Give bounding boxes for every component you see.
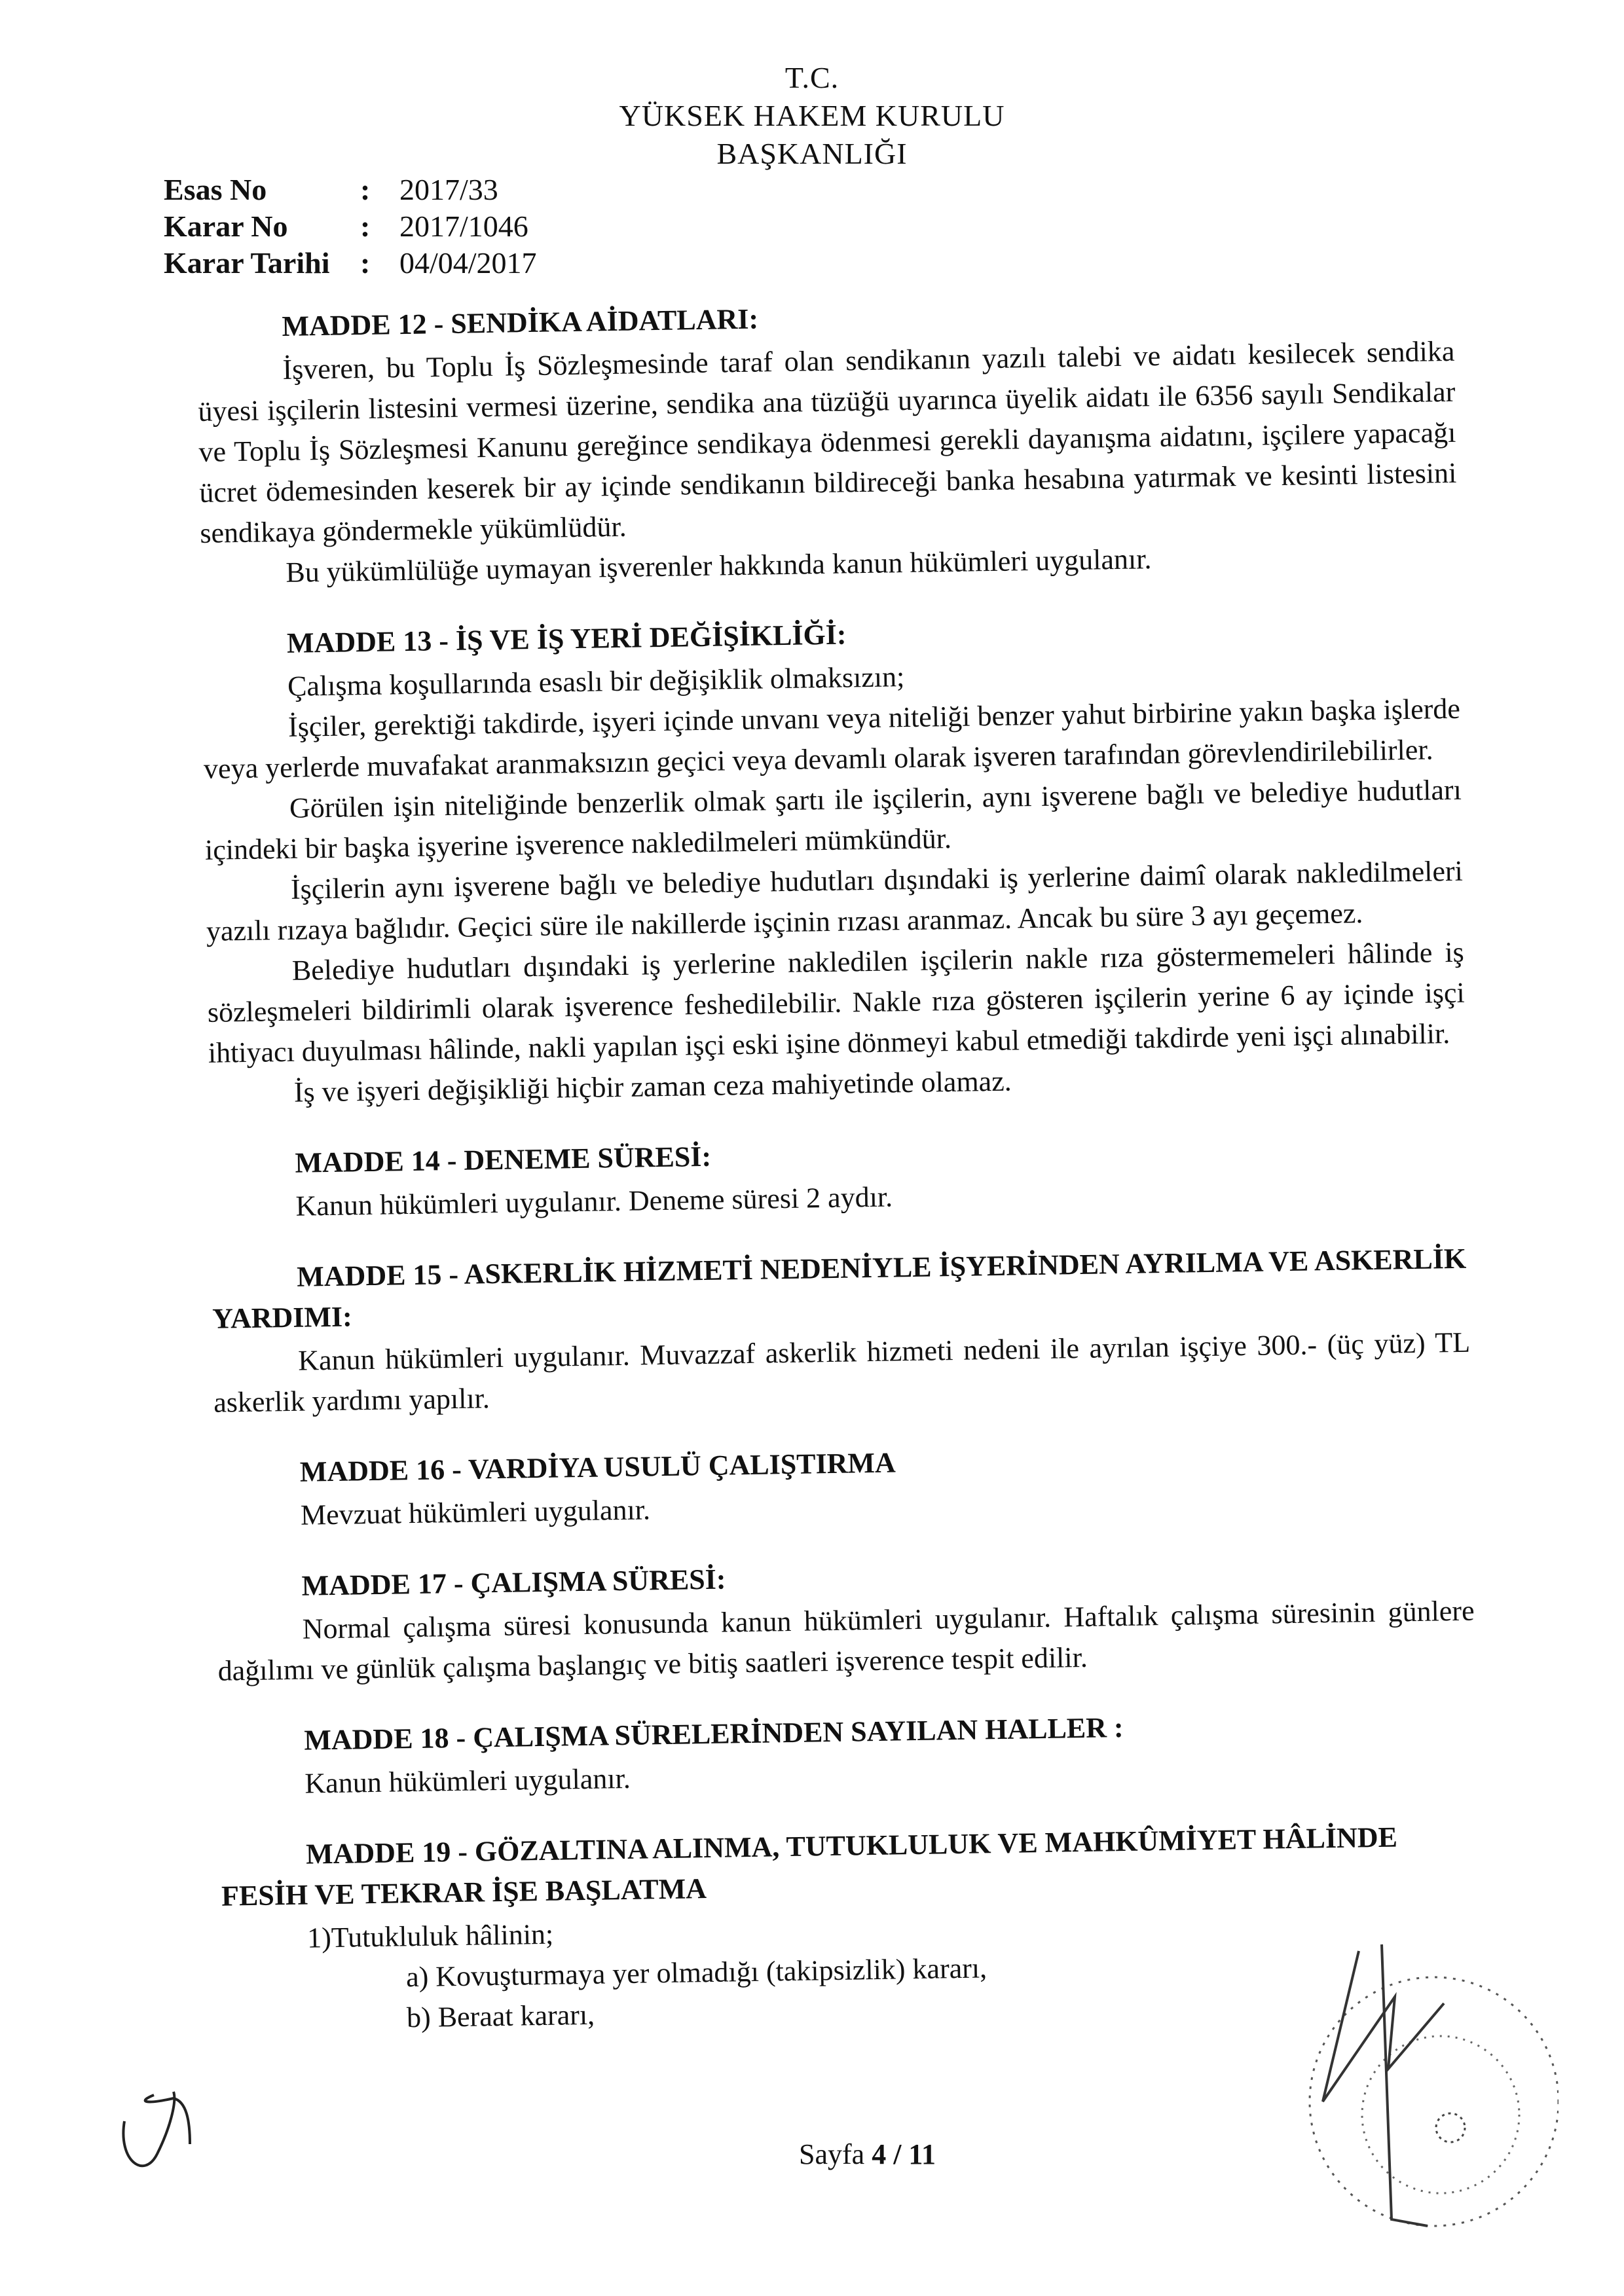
article-title: MADDE 13 - İŞ VE İŞ YERİ DEĞİŞİKLİĞİ:: [286, 618, 847, 659]
document-body: [196, 288, 1481, 2071]
meta-row-esas-no: [164, 172, 537, 208]
meta-colon: :: [360, 210, 371, 243]
article-paragraph: Mevzuat hükümleri uygulanır.: [300, 1493, 651, 1531]
article-title: MADDE 15 - ASKERLİK HİZMETİ NEDENİYLE İŞYERİNDEN AYRILMA VE ASKERLİK YARDIMI:: [212, 1242, 1467, 1335]
article-paragraph: Bu yükümlülüğe uymayan işverenler hakkında kanun hükümleri uygulanır.: [285, 543, 1152, 589]
article-paragraph: Görülen işin niteliğinde benzerlik olmak şartı ile işçilerin, aynı işverene bağlı ve belediye hudutları içindeki bir başka işyerine işverence nakledilmeleri mümkündür.: [204, 773, 1462, 866]
article-title: MADDE 16 - VARDİYA USULÜ ÇALIŞTIRMA: [299, 1446, 896, 1488]
case-metadata: [164, 172, 537, 282]
meta-value: 2017/33: [399, 173, 498, 206]
article-paragraph: İşçiler, gerektiği takdirde, işyeri içinde unvanı veya niteliği benzer yahut birbirine yakın başka işlerde veya yerlerde muvafakat aranmaksızın geçici veya devamlı olarak işveren tarafından görevlendirilebilirler.: [203, 692, 1461, 785]
handwritten-initial-icon: [98, 2088, 196, 2187]
article-14: [210, 1125, 1468, 1228]
article-title: MADDE 14 - DENEME SÜRESİ:: [295, 1140, 712, 1179]
article-13: [202, 605, 1467, 1114]
article-list-intro: 1)Tutukluluk hâlinin;: [306, 1918, 554, 1954]
page-separator: /: [893, 2138, 902, 2170]
signature-stroke-icon: [1382, 1944, 1428, 2226]
official-seal-icon: [1283, 1938, 1559, 2239]
article-title: MADDE 18 - ÇALIŞMA SÜRELERİNDEN SAYILAN HALLER :: [304, 1711, 1124, 1757]
article-title: MADDE 12 - SENDİKA AİDATLARI:: [282, 302, 759, 342]
article-paragraph: İş ve işyeri değişikliği hiçbir zaman ceza mahiyetinde olamaz.: [293, 1065, 1012, 1108]
article-15: [212, 1239, 1471, 1423]
header-line-office: BAŞKANLIĞI: [716, 137, 908, 170]
article-18: [219, 1702, 1477, 1806]
article-paragraph: İşçilerin aynı işverene bağlı ve belediye hudutları dışındaki iş yerlerine daimî olarak nakledilmeleri yazılı rızaya bağlıdır. Geçici süre ile nakillerde işçinin rızası aranmaz. Ancak bu süre 3 ayı geçemez.: [206, 854, 1464, 947]
article-paragraph: Kanun hükümleri uygulanır. Muvazzaf askerlik hizmeti nedeni ile ayrılan işçiye 300.- (üç yüz) TL askerlik yardımı yapılır.: [213, 1326, 1471, 1419]
seal-emblem-icon: [1436, 2113, 1465, 2142]
meta-label: Karar Tarihi: [164, 246, 330, 280]
header-line-institution: YÜKSEK HAKEM KURULU: [619, 99, 1005, 132]
article-paragraph: Kanun hükümleri uygulanır.: [304, 1762, 631, 1800]
article-paragraph: Kanun hükümleri uygulanır. Deneme süresi 2 aydır.: [295, 1180, 893, 1222]
article-16: [214, 1434, 1473, 1537]
page-label: Sayfa: [799, 2138, 865, 2170]
document-header: [511, 59, 1113, 173]
meta-row-karar-no: [164, 208, 537, 245]
header-line-tc: T.C.: [784, 61, 840, 94]
meta-label: Karar No: [164, 210, 288, 243]
initial-stroke: [123, 2092, 190, 2166]
meta-colon: :: [360, 173, 371, 206]
article-title: MADDE 17 - ÇALIŞMA SÜRESİ:: [301, 1563, 726, 1602]
article-list-item: b) Beraat kararı,: [406, 1998, 595, 2034]
page-number: [799, 2138, 936, 2171]
article-title: MADDE 19 - GÖZALTINA ALINMA, TUTUKLULUK VE MAHKÛMİYET HÂLİNDE FESİH VE TEKRAR İŞE BAŞLATMA: [221, 1821, 1398, 1912]
article-list-item: a) Kovuşturmaya yer olmadığı (takipsizlik) kararı,: [405, 1952, 987, 1994]
article-17: [216, 1548, 1475, 1692]
article-12: [196, 288, 1458, 594]
page-total: 11: [908, 2138, 936, 2170]
article-paragraph: İşveren, bu Toplu İş Sözleşmesinde taraf olan sendikanın yazılı talebi ve aidatı kesilecek sendika üyesi işçilerin listesini vermesi üzerine, sendika ana tüzüğü uyarınca üyelik aidatı ile 6356 sayılı Sendikalar ve Toplu İş Sözleşmesi Kanunu gereğince sendikaya ödenmesi gerekli dayanışma aidatını, işçilere yapacağı ücret ödemesinden keserek bir ay içinde sendikanın bildireceği banka hesabına yatırmak ve kesinti listesini sendikaya göndermekle yükümlüdür.: [198, 335, 1457, 549]
article-paragraph: Normal çalışma süresi konusunda kanun hükümleri uygulanır. Haftalık çalışma süresinin günlere dağılımı ve günlük çalışma başlangıç ve bitiş saatleri işverence tespit edilir.: [217, 1594, 1475, 1687]
meta-colon: :: [360, 246, 371, 280]
meta-value: 2017/1046: [399, 210, 528, 243]
meta-label: Esas No: [164, 173, 267, 206]
meta-row-karar-tarihi: [164, 245, 537, 282]
page-current: 4: [872, 2138, 887, 2170]
meta-value: 04/04/2017: [399, 246, 537, 280]
article-paragraph: Çalışma koşullarında esaslı bir değişiklik olmaksızın;: [287, 661, 905, 702]
article-paragraph: Belediye hudutları dışındaki iş yerlerine nakledilen işçilerin nakle rıza göstermemeleri hâlinde iş sözleşmeleri bildirimli olarak işverence feshedilebilir. Nakle rıza gösteren işçilerin yerine 6 ay içinde işçi ihtiyacı duyulması hâlinde, nakli yapılan işçi eski işine dönmeyi kabul etmediği takdirde yeni işçi alınabilir.: [207, 936, 1466, 1069]
